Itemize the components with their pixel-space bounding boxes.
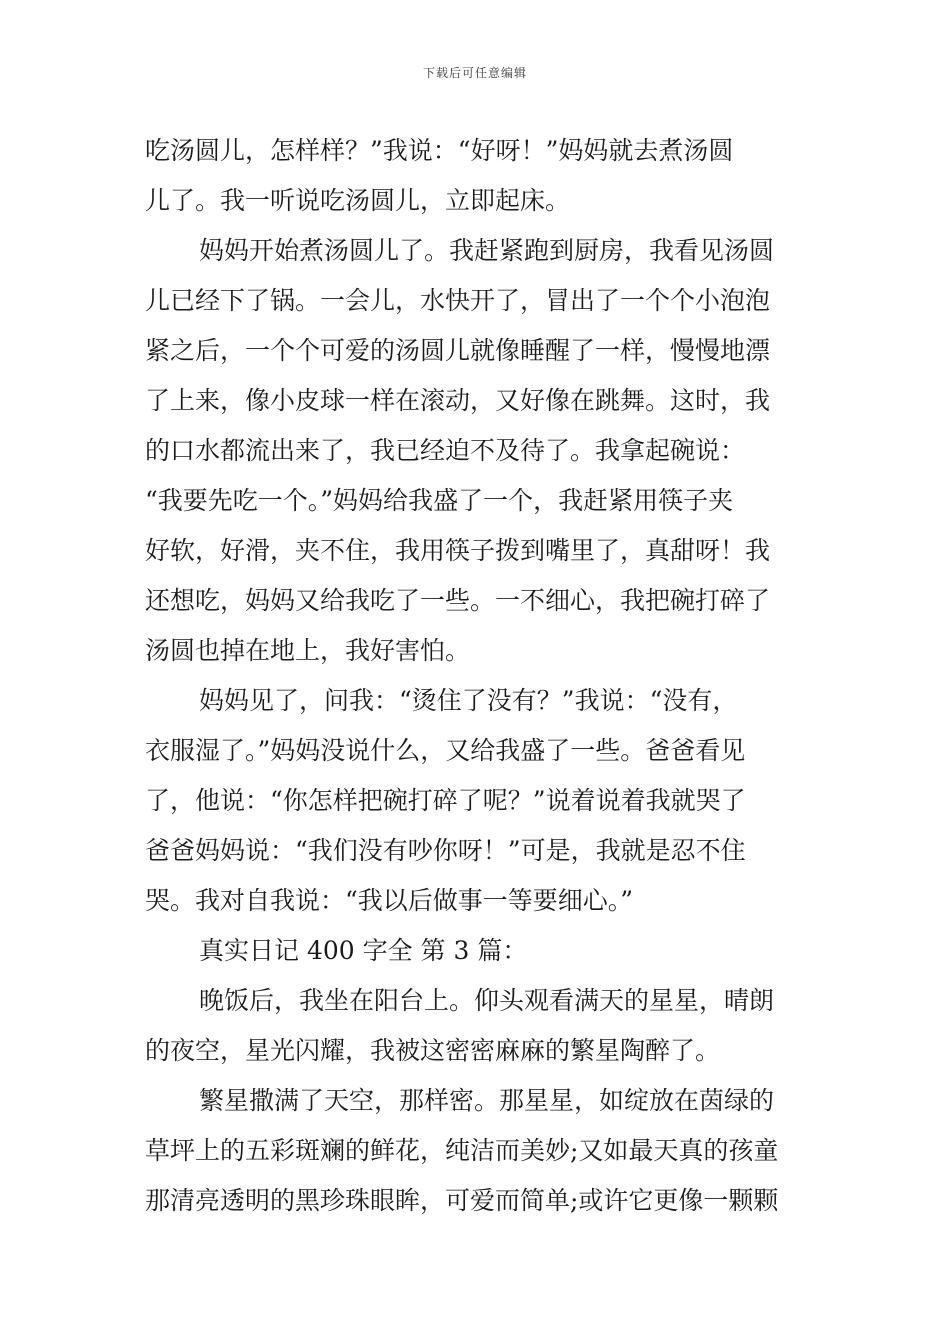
text-line: 衣服湿了。”妈妈没说什么，又给我盛了一些。爸爸看见 — [145, 736, 746, 765]
text-line: 儿已经下了锅。一会儿，水快开了，冒出了一个个小泡泡 — [145, 286, 771, 315]
text-line: 紧之后，一个个可爱的汤圆儿就像睡醒了一样，慢慢地漂 — [145, 336, 771, 365]
text-line: 的口水都流出来了，我已经迫不及待了。我拿起碗说： — [145, 436, 746, 465]
text-line: 草坪上的五彩斑斓的鲜花，纯洁而美妙;又如最天真的孩童 — [145, 1136, 779, 1165]
text-line: 儿了。我一听说吃汤圆儿，立即起床。 — [145, 186, 571, 215]
text-line: 妈妈见了，问我：“烫住了没有？”我说：“没有， — [199, 686, 738, 715]
text-line: 妈妈开始煮汤圆儿了。我赶紧跑到厨房，我看见汤圆 — [199, 236, 775, 265]
text-line: 那清亮透明的黑珍珠眼眸，可爱而简单;或许它更像一颗颗 — [145, 1186, 779, 1215]
text-line: 哭。我对自我说：“我以后做事一等要细心。” — [145, 886, 634, 915]
text-line: 好软，好滑，夹不住，我用筷子拨到嘴里了，真甜呀！我 — [145, 536, 771, 565]
text-line: 吃汤圆儿，怎样样？”我说：“好呀！”妈妈就去煮汤圆 — [145, 136, 734, 165]
text-line: 汤圆也掉在地上，我好害怕。 — [145, 636, 471, 665]
download-note: 下载后可任意编辑 — [422, 66, 527, 80]
text-line: 爸爸妈妈说：“我们没有吵你呀！”可是，我就是忍不住 — [145, 836, 746, 865]
text-line: 晚饭后，我坐在阳台上。仰头观看满天的星星，晴朗 — [199, 986, 775, 1015]
text-line: “我要先吃一个。”妈妈给我盛了一个，我赶紧用筷子夹 — [145, 486, 734, 515]
text-line: 了上来，像小皮球一样在滚动，又好像在跳舞。这时，我 — [145, 386, 771, 415]
text-line: 真实日记 400 字全 第 3 篇： — [199, 936, 528, 965]
text-line: 的夜空，星光闪耀，我被这密密麻麻的繁星陶醉了。 — [145, 1036, 721, 1065]
text-line: 繁星撒满了天空，那样密。那星星，如绽放在茵绿的 — [199, 1086, 775, 1115]
text-line: 了，他说：“你怎样把碗打碎了呢？”说着说着我就哭了 — [145, 786, 746, 815]
document-body — [145, 126, 810, 1226]
text-line: 还想吃，妈妈又给我吃了一些。一不细心，我把碗打碎了 — [145, 586, 771, 615]
